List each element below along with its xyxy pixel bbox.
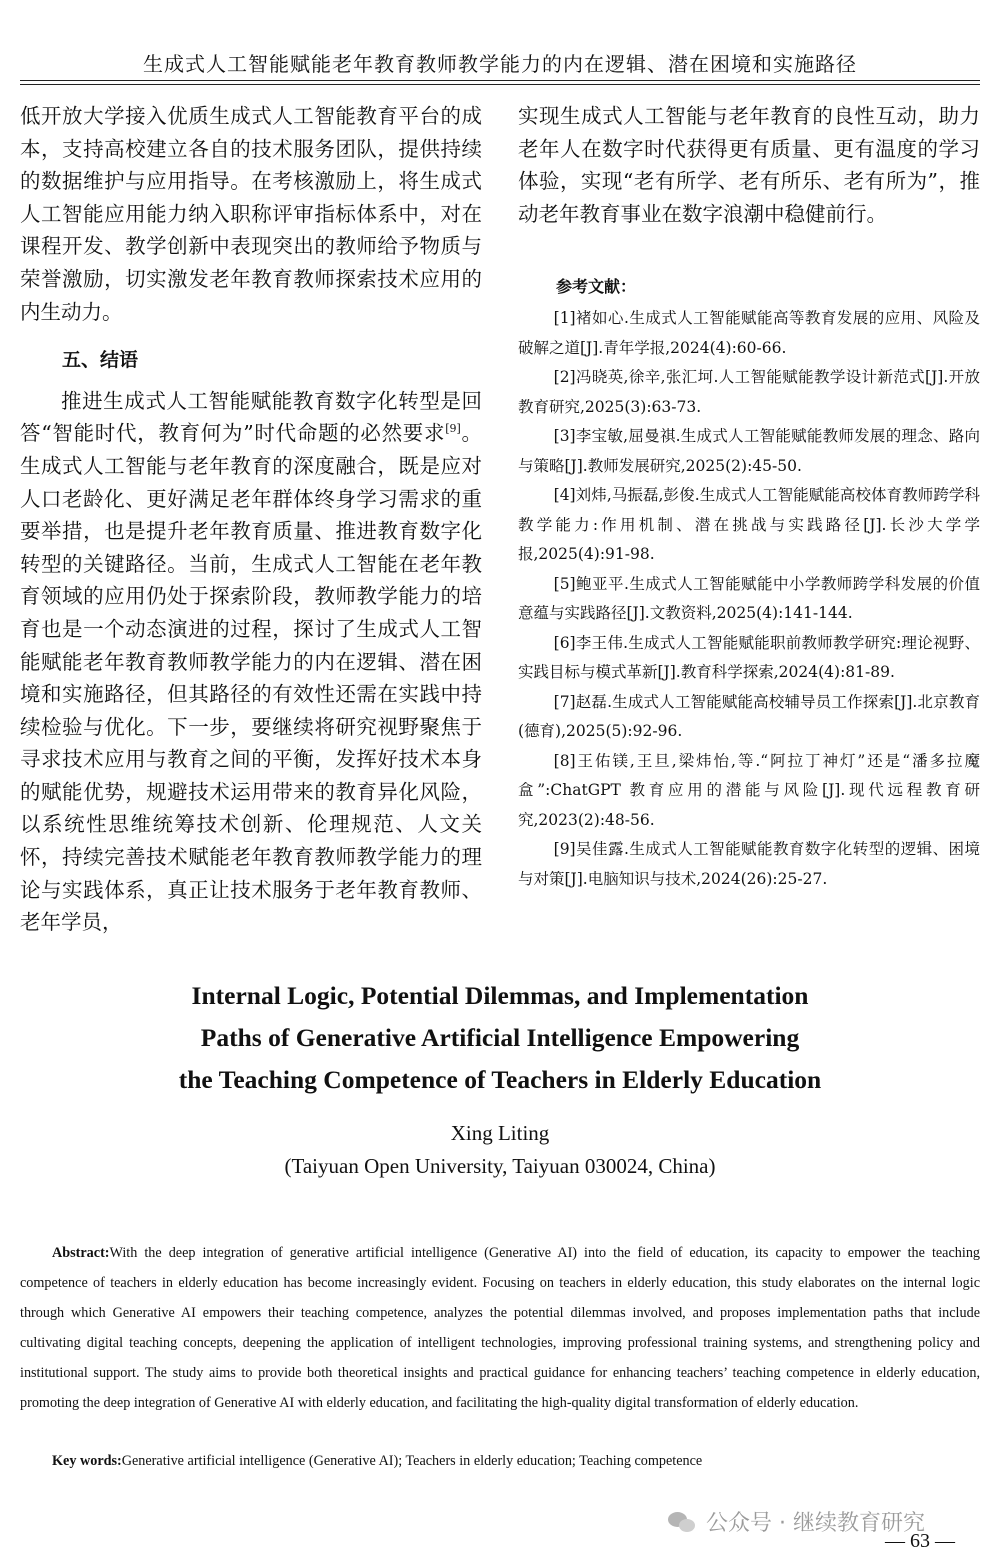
- reference-item: [8]王佑镁,王旦,梁炜怡,等.“阿拉丁神灯”还是“潘多拉魔盒”:ChatGPT 教育应用的潜能与风险[J].现代远程教育研究,2023(2):48-56.: [518, 751, 980, 829]
- reference-item: [2]冯晓英,徐辛,张汇坷.人工智能赋能教学设计新范式[J].开放教育研究,2025(3):63-73.: [518, 368, 980, 416]
- paragraph-text: 推进生成式人工智能赋能教育数字化转型是回答“智能时代，教育何为”时代命题的必然要求: [20, 388, 482, 446]
- abstract-text: With the deep integration of generative artificial intelligence (Generative AI) into the field of education, its capacity to empower the teaching competence of teachers in elderly education has become increasingly evident. Focusing on teachers in elderly education, this study elaborates on the internal logic through which Generative AI empowers their teaching competence, analyzes the potential dilemmas involved, and proposes implementation paths that include cultivating digital teaching concepts, deepening the application of intelligent technologies, improving professional training systems, and strengthening policy and institutional support. The study aims to provide both theoretical insights and practical guidance for enhancing teachers’ teaching competence in elderly education, promoting the deep integration of Generative AI with elderly education, and facilitating the high-quality digital transformation of elderly education.: [20, 1245, 980, 1411]
- abstract-label: Abstract:: [52, 1245, 110, 1261]
- keywords-text: Generative artificial intelligence (Generative AI); Teachers in elderly education; Teaching competence: [121, 1453, 703, 1469]
- keywords-label: Key words:: [52, 1453, 122, 1469]
- wechat-icon: [668, 1510, 698, 1534]
- english-title-line: the Teaching Competence of Teachers in Elderly Education: [178, 1065, 822, 1094]
- abstract: [20, 1238, 980, 1418]
- header-rule: [20, 80, 980, 81]
- reference-item: [7]赵磊.生成式人工智能赋能高校辅导员工作探索[J].北京教育(德育),2025(5):92-96.: [518, 692, 980, 741]
- references-title: 参考文献：: [556, 277, 637, 297]
- author-affiliation: (Taiyuan Open University, Taiyuan 030024, China): [284, 1154, 716, 1178]
- reference-item: [5]鲍亚平.生成式人工智能赋能中小学教师跨学科发展的价值意蕴与实践路径[J].文教资料,2025(4):141-144.: [518, 574, 980, 623]
- body-paragraph: 实现生成式人工智能与老年教育的良性互动，助力老年人在数字时代获得更有质量、更有温度的学习体验，实现“老有所学、老有所乐、老有所为”，推动老年教育事业在数字浪潮中稳健前行。: [518, 104, 980, 226]
- english-title-line: Internal Logic, Potential Dilemmas, and Implementation: [191, 981, 809, 1010]
- header-rule-double: [20, 84, 980, 85]
- reference-item: [1]褚如心.生成式人工智能赋能高等教育发展的应用、风险及破解之道[J].青年学报,2024(4):60-66.: [518, 309, 980, 357]
- right-column: [518, 100, 980, 894]
- body-paragraph: [20, 385, 482, 939]
- reference-item: [4]刘炜,马振磊,彭俊.生成式人工智能赋能高校体育教师跨学科教学能力:作用机制、潜在挑战与实践路径[J].长沙大学学报,2025(4):91-98.: [518, 486, 980, 564]
- paragraph-text: 。生成式人工智能与老年教育的深度融合，既是应对人口老龄化、更好满足老年群体终身学习需求的重要举措，也是提升老年教育质量、推进教育数字化转型的关键路径。当前，生成式人工智能在老年教育领域的应用仍处于探索阶段，教师教学能力的培育也是一个动态演进的过程，探讨了生成式人工智能赋能老年教育教师教学能力的内在逻辑、潜在困境和实施路径，但其路径的有效性还需在实践中持续检验与优化。下一步，要继续将研究视野聚焦于寻求技术应用与教育之间的平衡，发挥好技术本身的赋能优势，规避技术运用带来的教育异化风险，以系统性思维统筹技术创新、伦理规范、人文关怀，持续完善技术赋能老年教育教师教学能力的理论与实践体系，真正让技术服务于老年教育教师、老年学员，: [20, 421, 482, 935]
- reference-item: [3]李宝敏,屈曼祺.生成式人工智能赋能教师发展的理念、路向与策略[J].教师发展研究,2025(2):45-50.: [518, 427, 980, 475]
- running-header: [0, 0, 1000, 82]
- keywords: [52, 1450, 702, 1472]
- reference-item: [6]李王伟.生成式人工智能赋能职前教师教学研究:理论视野、实践目标与模式革新[J].教育科学探索,2024(4):81-89.: [518, 633, 980, 682]
- section-heading: 五、结语: [62, 349, 139, 372]
- reference-item: [9]吴佳露.生成式人工智能赋能教育数字化转型的逻辑、困境与对策[J].电脑知识与技术,2024(26):25-27.: [518, 840, 980, 888]
- body-paragraph: 低开放大学接入优质生成式人工智能教育平台的成本，支持高校建立各自的技术服务团队，提供持续的数据维护与应用指导。在考核激励上，将生成式人工智能应用能力纳入职称评审指标体系中，对在课程开发、教学创新中表现突出的教师给予物质与荣誉激励，切实激发老年教育教师探索技术应用的内生动力。: [20, 104, 482, 324]
- author-name: Xing Liting: [450, 1121, 550, 1145]
- watermark-text: 公众号 · 继续教育研究: [706, 1511, 925, 1536]
- running-title: 生成式人工智能赋能老年教育教师教学能力的内在逻辑、潜在困境和实施路径: [143, 52, 857, 76]
- english-title-line: Paths of Generative Artificial Intelligence Empowering: [200, 1023, 800, 1052]
- left-column: [20, 100, 482, 939]
- english-title-block: [0, 975, 1000, 1179]
- reference-list: [518, 304, 980, 894]
- page-number: — 63 —: [885, 1530, 955, 1552]
- citation-marker: [9]: [445, 422, 461, 436]
